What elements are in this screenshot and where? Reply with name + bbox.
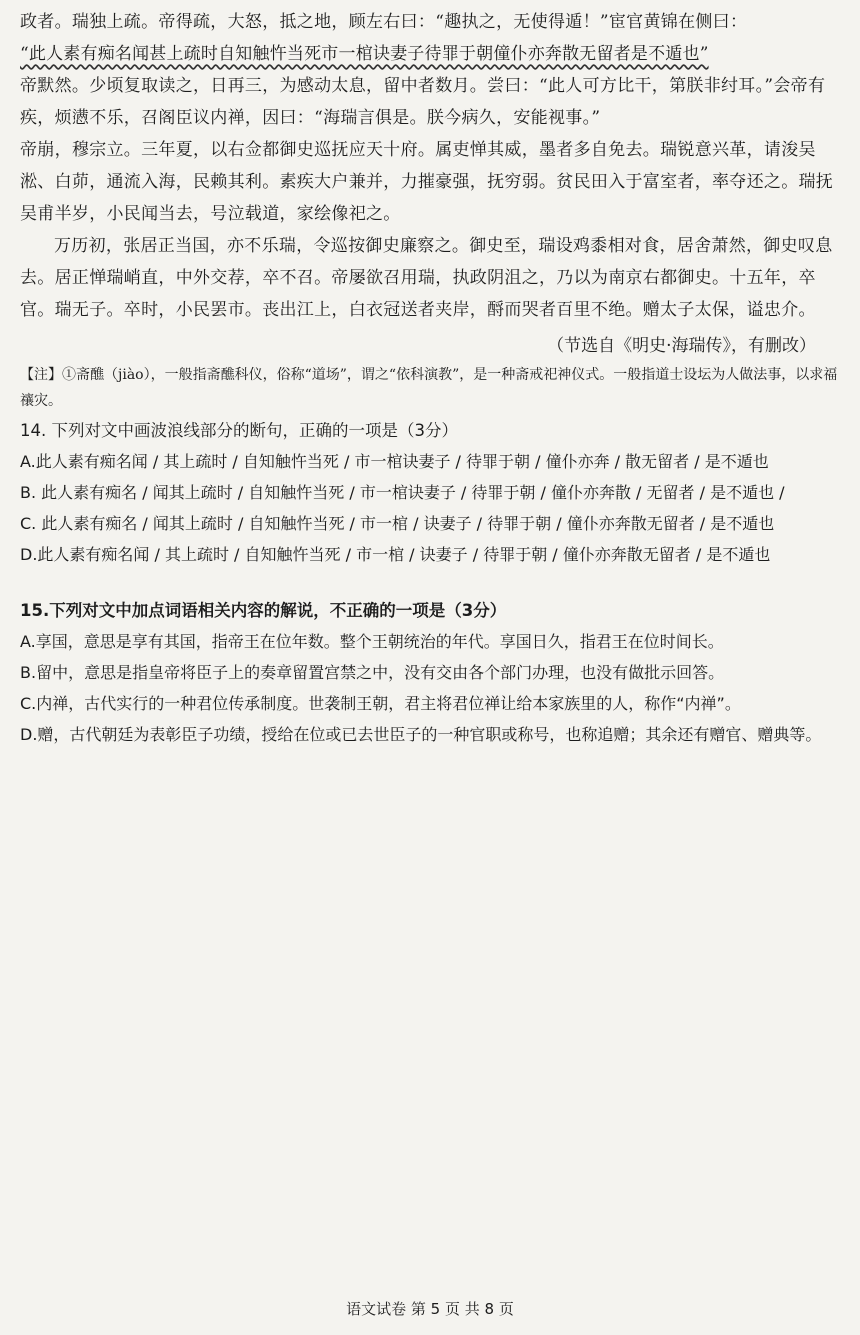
passage-para-1-rest: 帝默然。少顷复取读之，日再三，为感动太息，留中者数月。尝曰：“此人可方比干，第朕非纣耳。”会帝有疾，烦懑不乐，召阁臣议内禅，因曰：“海瑞言俱是。朕今病久，安能视事。” [20, 76, 826, 128]
q15-option-a: A.享国，意思是享有其国，指帝王在位年数。整个王朝统治的年代。享国日久，指君王在位时间长。 [20, 632, 724, 651]
q15-option-b: B.留中，意思是指皇帝将臣子上的奏章留置宫禁之中，没有交由各个部门办理，也没有做批示回答。 [20, 663, 725, 682]
source-citation: （节选自《明史·海瑞传》，有删改） [547, 336, 816, 356]
passage-para-3: 万历初，张居正当国，亦不乐瑞，令巡按御史廉察之。御史至，瑞设鸡黍相对食，居舍萧然，御史叹息去。居正惮瑞峭直，中外交荐，卒不召。帝屡欲召用瑞，执政阴沮之，乃以为南京右都御史。十五年，卒官。瑞无子。卒时，小民罢市。丧出江上，白衣冠送者夹岸，酹而哭者百里不绝。赠太子太保，谥忠介。 [20, 236, 833, 320]
annotation-note: 【注】①斋醮（jiào），一般指斋醮科仪，俗称“道场”，谓之“依科演教”，是一种斋戒祀神仪式。一般指道士设坛为人做法事，以求福禳灾。 [20, 367, 838, 409]
q15-option-c: C.内禅，古代实行的一种君位传承制度。世袭制王朝，君主将君位禅让给本家族里的人，称作“内禅”。 [20, 694, 741, 713]
question-14-title: 14. 下列对文中画波浪线部分的断句，正确的一项是（3分） [20, 421, 458, 440]
question-15-title: 15.下列对文中加点词语相关内容的解说，不正确的一项是（3分） [20, 601, 507, 620]
page-footer: 语文试卷 第 5 页 共 8 页 [346, 1300, 514, 1318]
q14-option-b: B. 此人素有痴名 / 闻其上疏时 / 自知触忤当死 / 市一棺诀妻子 / 待罪于朝 / 僮仆亦奔散 / 无留者 / 是不遁也 / [20, 483, 785, 502]
wavy-underlined-sentence: “此人素有痴名闻甚上疏时自知触忤当死市一棺诀妻子待罪于朝僮仆亦奔散无留者是不遁也” [20, 44, 709, 64]
q14-option-c: C. 此人素有痴名 / 闻其上疏时 / 自知触忤当死 / 市一棺 / 诀妻子 / 待罪于朝 / 僮仆亦奔散无留者 / 是不遁也 [20, 514, 775, 533]
question-spacer [20, 570, 840, 596]
q15-option-d: D.赠，古代朝廷为表彰臣子功绩，授给在位或已去世臣子的一种官职或称号，也称追赠；其余还有赠官、赠典等。 [20, 725, 822, 744]
q14-option-a: A.此人素有痴名闻 / 其上疏时 / 自知触忤当死 / 市一棺诀妻子 / 待罪于朝 / 僮仆亦奔 / 散无留者 / 是不遁也 [20, 452, 769, 471]
passage-para-2: 帝崩，穆宗立。三年夏，以右佥都御史巡抚应天十府。属吏惮其威，墨者多自免去。瑞锐意兴革，请浚吴淞、白茆，通流入海，民赖其利。素疾大户兼并，力摧豪强，抚穷弱。贫民田入于富室者，率夺还之。瑞抚吴甫半岁，小民闻当去，号泣载道，家绘像祀之。 [20, 140, 834, 224]
passage-line-1: 政者。瑞独上疏。帝得疏，大怒，抵之地，顾左右曰：“趣执之，无使得遁！”宦官黄锦在侧曰： [20, 12, 748, 32]
q14-option-d: D.此人素有痴名闻 / 其上疏时 / 自知触忤当死 / 市一棺 / 诀妻子 / 待罪于朝 / 僮仆亦奔散无留者 / 是不遁也 [20, 545, 771, 564]
